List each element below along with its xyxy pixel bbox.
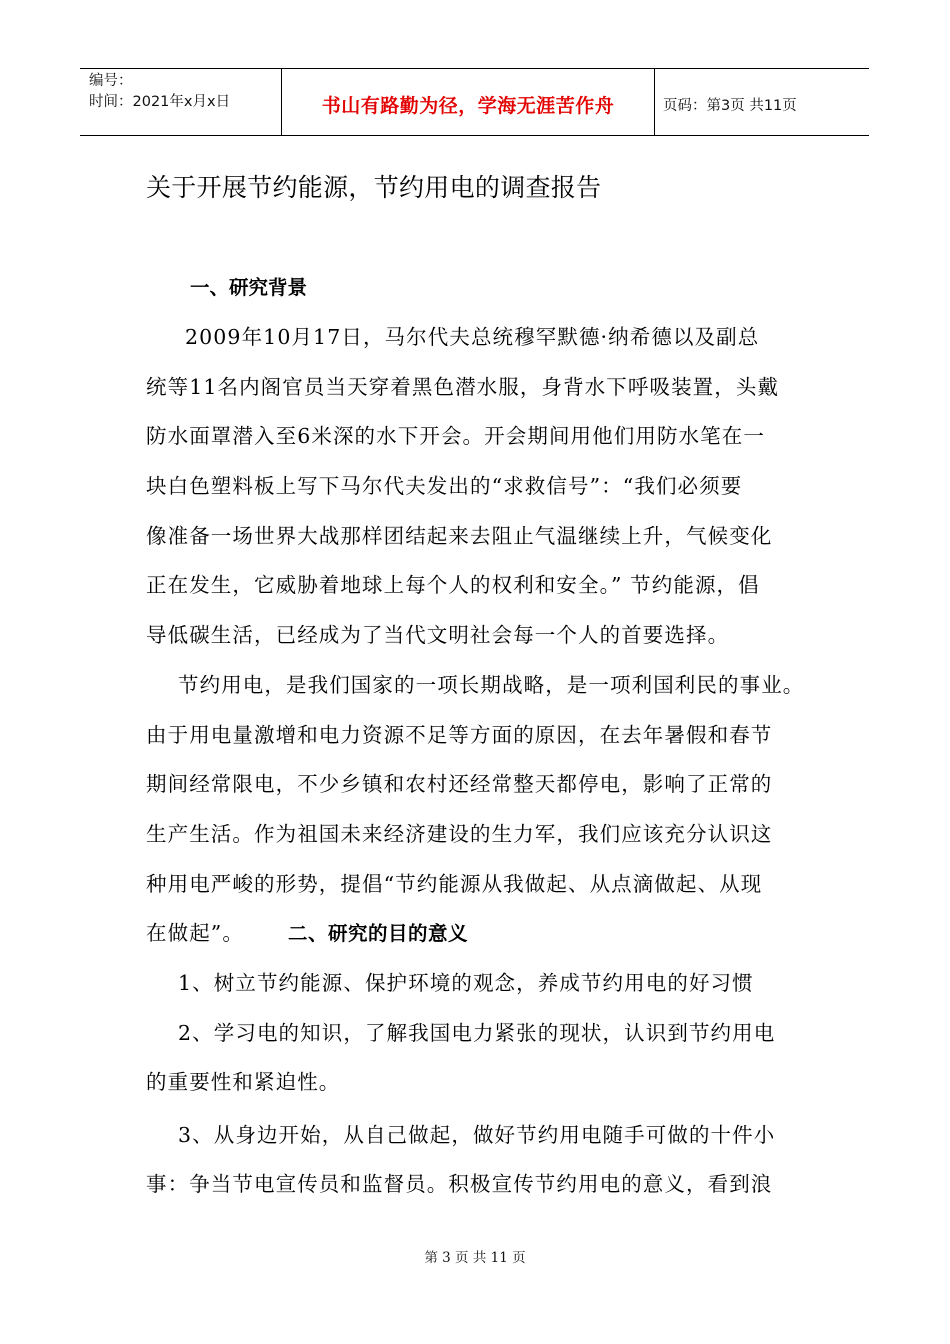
serial-number-label: 编号： [89,73,133,89]
header-meta-cell [80,69,282,135]
paragraph-line: 统等11名内阁官员当天穿着黑色潜水服，身背水下呼吸装置，头戴 [146,375,780,399]
paragraph-line: 种用电严峻的形势，提倡“节约能源从我做起、从点滴做起、从现 [146,872,763,896]
paragraph-line: 块白色塑料板上写下马尔代夫发出的“求救信号”：“我们必须要 [146,474,743,498]
document-header [80,68,869,136]
header-page-info: 页码：第3页 共11页 [663,97,797,114]
paragraph-line: 生产生活。作为祖国未来经济建设的生力军，我们应该充分认识这 [146,822,773,846]
paragraph-line: 由于用电量激增和电力资源不足等方面的原因，在去年暑假和春节 [146,723,773,747]
paragraph-line: 期间经常限电，不少乡镇和农村还经常整天都停电，影响了正常的 [146,772,773,796]
paragraph-line: 2009年10月17日，马尔代夫总统穆罕默德·纳希德以及副总 [185,325,760,349]
list-item: 1、树立节约能源、保护环境的观念，养成节约用电的好习惯 [178,971,754,995]
date-label: 时间：2021年x月x日 [89,94,231,110]
list-item-continuation: 的重要性和紧迫性。 [146,1070,341,1094]
section-heading-background: 一、研究背景 [190,276,308,299]
paragraph-line-with-heading [146,916,468,946]
paragraph-line: 导低碳生活，已经成为了当代文明社会每一个人的首要选择。 [146,623,730,647]
paragraph-line: 在做起”。 [146,921,244,945]
list-item: 2、学习电的知识，了解我国电力紧张的现状，认识到节约用电 [178,1021,776,1045]
header-motto: 书山有路勤为径，学海无涯苦作舟 [282,69,655,135]
section-heading-purpose: 二、研究的目的意义 [287,922,468,945]
page-footer: 第 3 页 共 11 页 [424,1250,526,1266]
paragraph-line: 像准备一场世界大战那样团结起来去阻止气温继续上升，气候变化 [146,524,773,548]
list-item: 3、从身边开始，从自己做起，做好节约用电随手可做的十件小 [178,1123,776,1147]
paragraph-line: 防水面罩潜入至6米深的水下开会。开会期间用他们用防水笔在一 [146,424,765,448]
document-title: 关于开展节约能源，节约用电的调查报告 [146,173,602,202]
list-item-continuation: 事：争当节电宣传员和监督员。积极宣传节约用电的意义，看到浪 [146,1172,773,1196]
paragraph-line: 节约用电，是我们国家的一项长期战略，是一项利国利民的事业。 [178,673,805,697]
paragraph-line: 正在发生，它威胁着地球上每个人的权利和安全。” 节约能源，倡 [146,573,760,597]
